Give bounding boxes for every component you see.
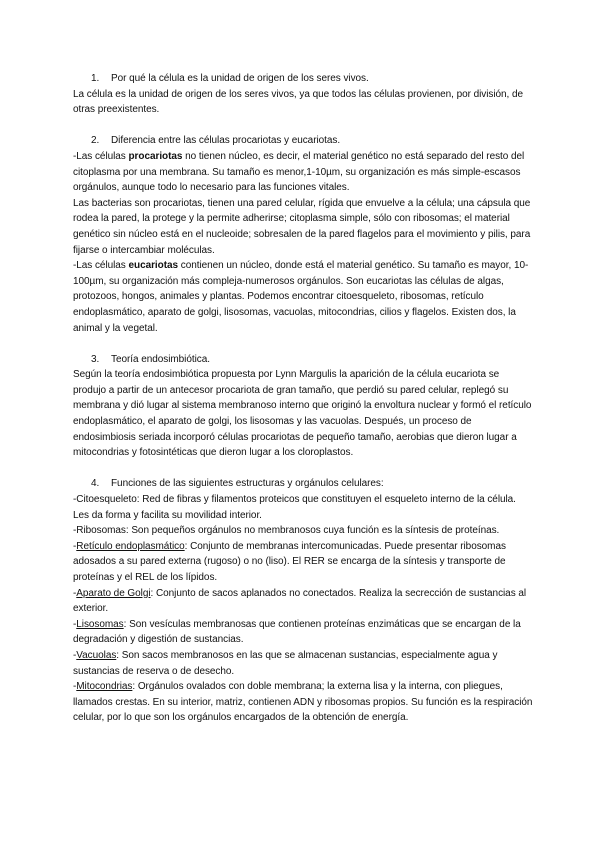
section-heading xyxy=(73,71,533,87)
text-run: no tienen núcleo, es decir, el material genético no está separado del resto del citoplasma por una membrana. Su tamaño es menor,1-10µm, su organización es más simple-escasos orgánulos, aunque todo lo necesario para las funciones vitales. xyxy=(73,150,525,194)
bold-term: eucariotas xyxy=(128,260,179,272)
term: Ribosomas xyxy=(76,525,126,537)
list-item-lisosomas xyxy=(73,617,533,648)
list-item-vacuolas xyxy=(73,648,533,679)
paragraph-eucariotas xyxy=(73,258,533,336)
term: Citoesqueleto xyxy=(76,494,137,506)
list-item-citoesqueleto xyxy=(73,492,533,523)
section-number: 2. xyxy=(91,135,100,147)
text-run: - xyxy=(73,649,77,661)
text-run: - xyxy=(73,525,77,537)
section-heading xyxy=(73,133,533,149)
text-run: - xyxy=(73,618,77,630)
list-item-reticulo xyxy=(73,539,533,586)
underlined-term: Vacuolas xyxy=(76,649,117,661)
paragraph-bacterias: Las bacterias son procariotas, tienen una pared celular, rígida que envuelve a la célula; una cápsula que rodea la pared, la protege y la permite adherirse; citoplasma simple, sólo con ribosomas; el material genético sin núcleo está en el nucleoide; sobresalen de la pared flagelos para el movimiento y pilis, para fijarse o intercambiar moléculas. xyxy=(73,197,531,256)
paragraph: Según la teoría endosimbiótica propuesta por Lynn Margulis la aparición de la célula eucariota se produjo a partir de un antecesor procariota de gran tamaño, que perdió su pared celular, replegó su membrana y dió lugar al sistema membranoso interno que originó la envoltura nuclear y formó el retículo endoplasmático, el aparato de golgi, los lisosomas y las vacuolas. Después, un proceso de endosimbiosis seriada incorporó células procariotas de pequeño tamaño, aerobias que dieron lugar a mitocondrias y fotosintéticas que dieron lugar a los cloroplastos. xyxy=(73,369,532,459)
section-4 xyxy=(73,476,533,726)
text-run: - xyxy=(73,587,77,599)
text-run: : Orgánulos ovalados con doble membrana; la externa lisa y la interna, con pliegues, llamados crestas. En su interior, matriz, contienen ADN y ribosomas propios. Su función es la respiración celular, por lo que son los orgánulos encargados de la obtención de energía. xyxy=(73,681,533,724)
section-number: 4. xyxy=(91,478,100,490)
text-run: - xyxy=(73,540,77,552)
text-run: : Red de fibras y filamentos proteicos que constituyen el esqueleto interno de la célula. Les da forma y facilita su movilidad interior. xyxy=(73,494,516,521)
text-run: : Son pequeños orgánulos no membranosos cuya función es la síntesis de proteínas. xyxy=(125,525,500,537)
text-run: -Las células xyxy=(73,150,129,162)
section-2 xyxy=(73,133,533,336)
text-run: : Conjunto de membranas intercomunicadas. Puede presentar ribosomas adosados a su pared externa (rugoso) o no (liso). El RER se encarga de la síntesis y transporte de proteínas y el REL de los lípidos. xyxy=(73,540,506,583)
underlined-term: Lisosomas xyxy=(76,618,124,630)
section-title: Funciones de las siguientes estructuras y orgánulos celulares: xyxy=(111,478,384,490)
section-title: Por qué la célula es la unidad de origen de los seres vivos. xyxy=(111,73,369,84)
text-run: : Conjunto de sacos aplanados no conectados. Realiza la secrección de sustancias al exterior. xyxy=(73,587,527,615)
paragraph-procariotas xyxy=(73,149,533,196)
section-heading xyxy=(73,476,533,492)
text-run: contienen un núcleo, donde está el material genético. Su tamaño es mayor, 10-100µm, su organización más compleja-numerosos orgánulos. Son eucariotas las células de algas, protozoos, hongos, animales y plantas. Podemos encontrar citoesqueleto, ribosomas, retículo endoplasmático, aparato de golgi, lisosomas, vacuolas, mitocondrias, cilios y flagelos. Existen dos, la animal y la vegetal. xyxy=(73,260,529,334)
section-title: Diferencia entre las células procariotas y eucariotas. xyxy=(111,135,341,147)
bold-term: procariotas xyxy=(128,150,183,162)
section-1 xyxy=(73,71,533,118)
underlined-term: Retículo endoplasmático xyxy=(76,540,185,552)
text-run: - xyxy=(73,494,77,506)
paragraph: La célula es la unidad de origen de los seres vivos, ya que todos las células provienen, por división, de otras preexistentes. xyxy=(73,88,524,116)
document-body xyxy=(73,71,533,742)
section-title: Teoría endosimbiótica. xyxy=(111,353,210,365)
section-number: 1. xyxy=(91,73,100,84)
text-run: - xyxy=(73,681,77,693)
text-run: : Son sacos membranosos en las que se almacenan sustancias, especialmente agua y sustancias de reserva o de desecho. xyxy=(73,649,498,677)
section-heading xyxy=(73,352,533,368)
section-3 xyxy=(73,352,533,461)
section-number: 3. xyxy=(91,353,100,365)
underlined-term: Mitocondrias xyxy=(76,681,133,693)
list-item-golgi xyxy=(73,586,533,617)
text-run: : Son vesículas membranosas que contienen proteínas enzimáticas que se encargan de la degradación y digestión de sustancias. xyxy=(73,618,521,646)
underlined-term: Aparato de Golgi xyxy=(76,587,151,599)
list-item-mitocondrias xyxy=(73,679,533,726)
list-item-ribosomas xyxy=(73,523,533,539)
text-run: -Las células xyxy=(73,260,129,272)
